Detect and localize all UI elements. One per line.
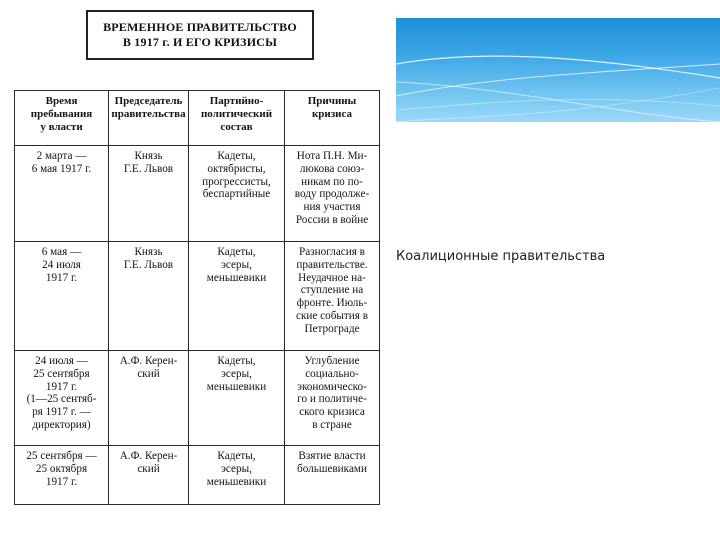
cell-chairman: А.Ф. Керен- ский — [109, 446, 189, 505]
table-row — [15, 446, 380, 505]
cell-chairman: Князь Г.Е. Львов — [109, 146, 189, 242]
header-chairman: Председатель правительства — [109, 91, 189, 146]
document-title-line-1: ВРЕМЕННОЕ ПРАВИТЕЛЬСТВО — [103, 20, 297, 34]
cell-chairman: А.Ф. Керен- ский — [109, 351, 189, 446]
banner-wave-lines — [396, 18, 720, 122]
cell-cause: Разногласия в правительстве. Неудачное на- ступление на фронте. Июль- ские события в Петрограде — [285, 242, 380, 351]
cell-cause: Взятие власти большевиками — [285, 446, 380, 505]
cell-cause: Углубление социально- экономическо- го и политиче- ского кризиса в стране — [285, 351, 380, 446]
cell-parties: Кадеты, октябристы, прогрессисты, беспартийные — [189, 146, 285, 242]
table-row — [15, 146, 380, 242]
document-title-line-2: В 1917 г. И ЕГО КРИЗИСЫ — [122, 35, 278, 49]
table-header-row — [15, 91, 380, 146]
cell-period: 2 марта — 6 мая 1917 г. — [15, 146, 109, 242]
government-table — [14, 90, 380, 505]
scanned-document — [12, 8, 382, 498]
cell-cause: Нота П.Н. Ми- люкова союз- никам по по- воду продолже- ния участия России в войне — [285, 146, 380, 242]
header-cause: Причины кризиса — [285, 91, 380, 146]
slide-header-banner — [396, 18, 720, 122]
cell-parties: Кадеты, эсеры, меньшевики — [189, 351, 285, 446]
table-row — [15, 242, 380, 351]
document-title-box — [86, 10, 314, 60]
cell-parties: Кадеты, эсеры, меньшевики — [189, 242, 285, 351]
header-period: Время пребывания у власти — [15, 91, 109, 146]
cell-parties: Кадеты, эсеры, меньшевики — [189, 446, 285, 505]
cell-chairman: Князь Г.Е. Львов — [109, 242, 189, 351]
header-parties: Партийно- политический состав — [189, 91, 285, 146]
cell-period: 24 июля — 25 сентября 1917 г. (1—25 сентяб- ря 1917 г. — директория) — [15, 351, 109, 446]
cell-period: 25 сентября — 25 октября 1917 г. — [15, 446, 109, 505]
cell-period: 6 мая — 24 июля 1917 г. — [15, 242, 109, 351]
table-row — [15, 351, 380, 446]
slide-caption: Коалиционные правительства — [396, 249, 606, 264]
